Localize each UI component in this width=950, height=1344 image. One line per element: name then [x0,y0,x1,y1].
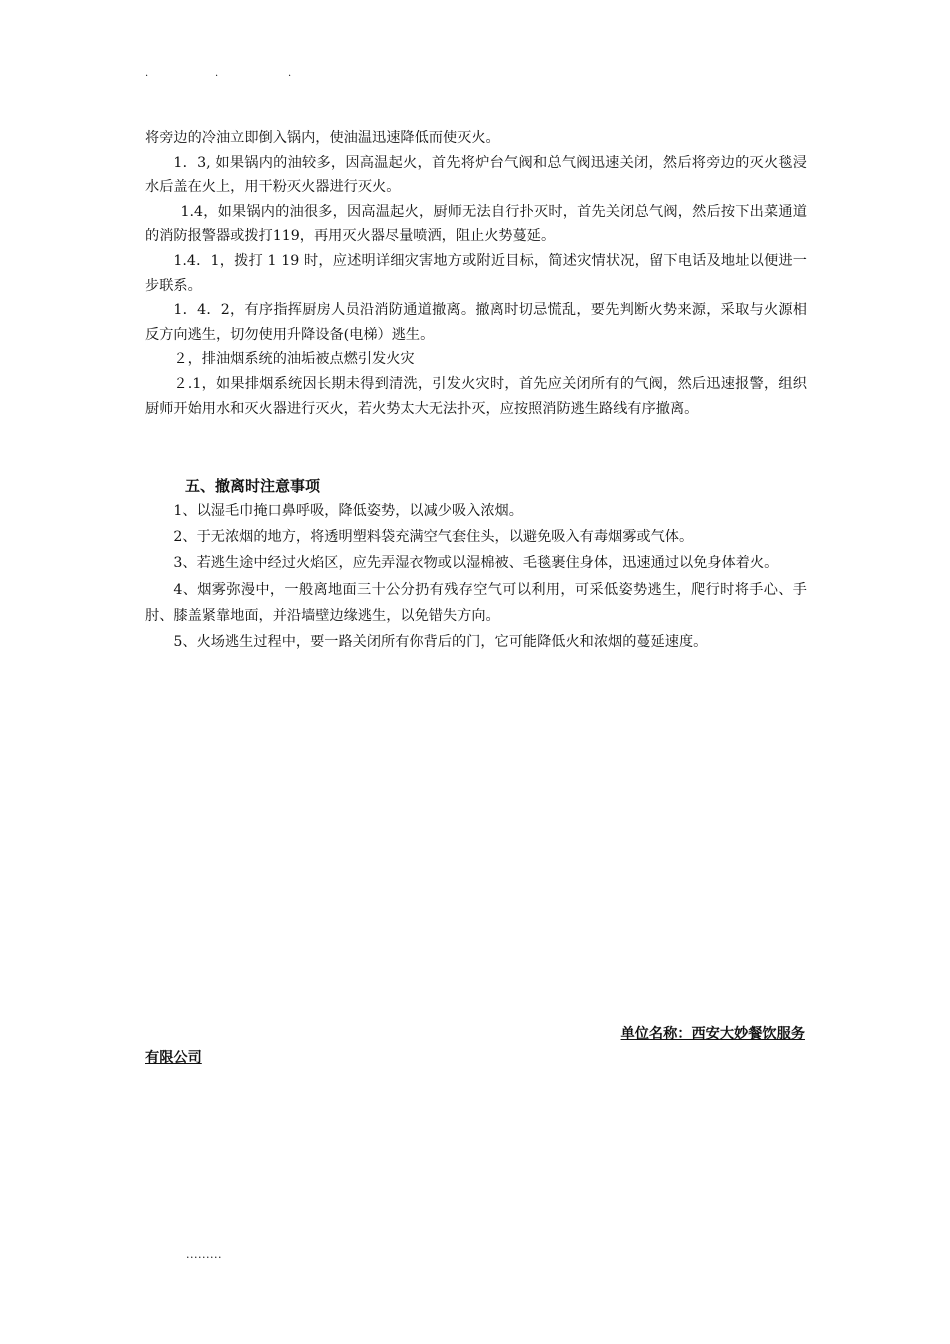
organization-name-continued: 有限公司 [145,1050,202,1066]
list-item: 3、若逃生途中经过火焰区，应先弄湿衣物或以湿棉被、毛毯裹住身体，迅速通过以免身体着火。 [173,555,779,572]
header-dots [145,68,305,82]
paragraph: 1.4，如果锅内的油很多，因高温起火，厨师无法自行扑灭时，首先关闭总气阀，然后按下出菜通道的消防报警器或拨打119，再用灭火器尽量喷洒，阻止火势蔓延。 [145,203,807,245]
paragraph: 1．4．2，有序指挥厨房人员沿消防通道撤离。撤离时切忌慌乱，要先判断火势来源，采取与火源相反方向逃生，切勿使用升降设备(电梯）逃生。 [145,302,807,343]
header-dot: . [288,68,292,79]
paragraph: 1．3, 如果锅内的油较多，因高温起火，首先将炉台气阀和总气阀迅速关闭，然后将旁边的灭火毯浸水后盖在火上，用干粉灭火器进行灭火。 [145,154,807,196]
list-item: 2、于无浓烟的地方，将透明塑料袋充满空气套住头，以避免吸入有毒烟雾或气体。 [173,529,694,546]
list-item: 5、火场逃生过程中，要一路关闭所有你背后的门，它可能降低火和浓烟的蔓延速度。 [173,634,708,651]
header-dot: . [145,68,149,79]
list-item: 4、烟雾弥漫中，一般离地面三十公分扔有残存空气可以利用，可采低姿势逃生，爬行时将手心、手肘、膝盖紧靠地面，并沿墙壁边缘逃生，以免错失方向。 [145,581,807,624]
paragraph: ２.1，如果排烟系统因长期未得到清洗，引发火灾时，首先应关闭所有的气阀，然后迅速报警，组织厨师开始用水和灭火器进行灭火，若火势太大无法扑灭，应按照消防逃生路线有序撤离。 [145,375,807,417]
paragraph: 将旁边的冷油立即倒入锅内，使油温迅速降低而使灭火。 [145,130,500,146]
organization-name: 单位名称：西安大妙餐饮服务 [620,1026,805,1042]
paragraph-heading: ２，排油烟系统的油垢被点燃引发火灾 [173,351,415,368]
header-dot: . [215,68,219,79]
list-item: 1、以湿毛巾掩口鼻呼吸，降低姿势，以减少吸入浓烟。 [173,503,523,519]
footer-dots: ......... [186,1248,222,1261]
section-title: 五、撤离时注意事项 [185,477,321,495]
section-list [145,498,807,655]
body-text [145,126,807,421]
paragraph: 1.4．1，拨打 1 19 时，应述明详细灾害地方或附近目标，简述灾情状况，留下电话及地址以便进一步联系。 [145,252,807,294]
